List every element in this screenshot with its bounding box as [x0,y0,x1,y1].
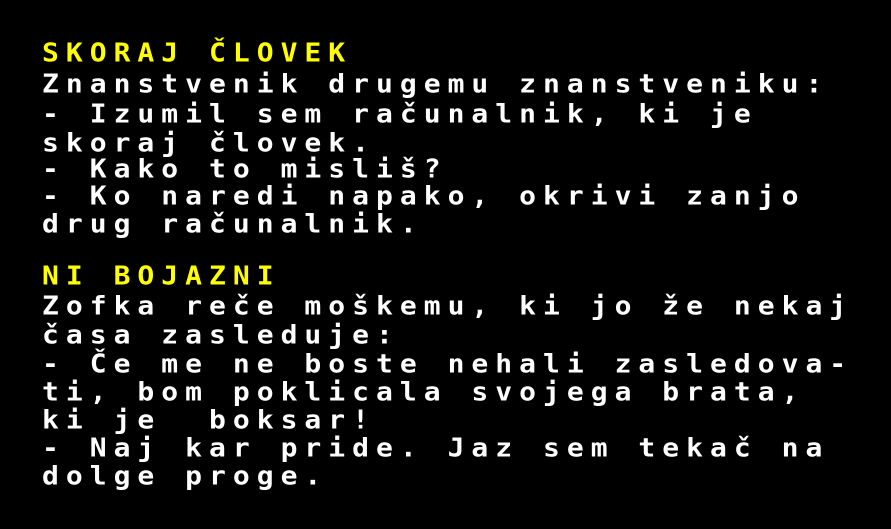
text-line: Znanstvenik drugemu znanstveniku: [42,68,830,99]
text-line: - Ko naredi napako, okrivi zanjo [42,180,806,211]
text-line: Zofka reče moškemu, ki jo že nekaj [42,290,854,321]
text-line: drug računalnik. [42,208,424,239]
text-line: ki je boksar! [42,404,377,435]
text-line: časa zasleduje: [42,319,400,350]
text-line: dolge proge. [42,460,329,491]
text-line: - Naj kar pride. Jaz sem tekač na [42,432,830,463]
text-line: skoraj človek. [42,127,377,158]
section-title-ni-bojazni: NI BOJAZNI [42,260,281,291]
text-line: - Če me ne boste nehali zasledova- [42,348,854,379]
section-title-skoraj-clovek: SKORAJ ČLOVEK [42,37,353,68]
text-line: - Izumil sem računalnik, ki je [42,98,758,129]
text-line: ti, bom poklicala svojega brata, [42,376,806,407]
text-line: - Kako to misliš? [42,153,448,184]
